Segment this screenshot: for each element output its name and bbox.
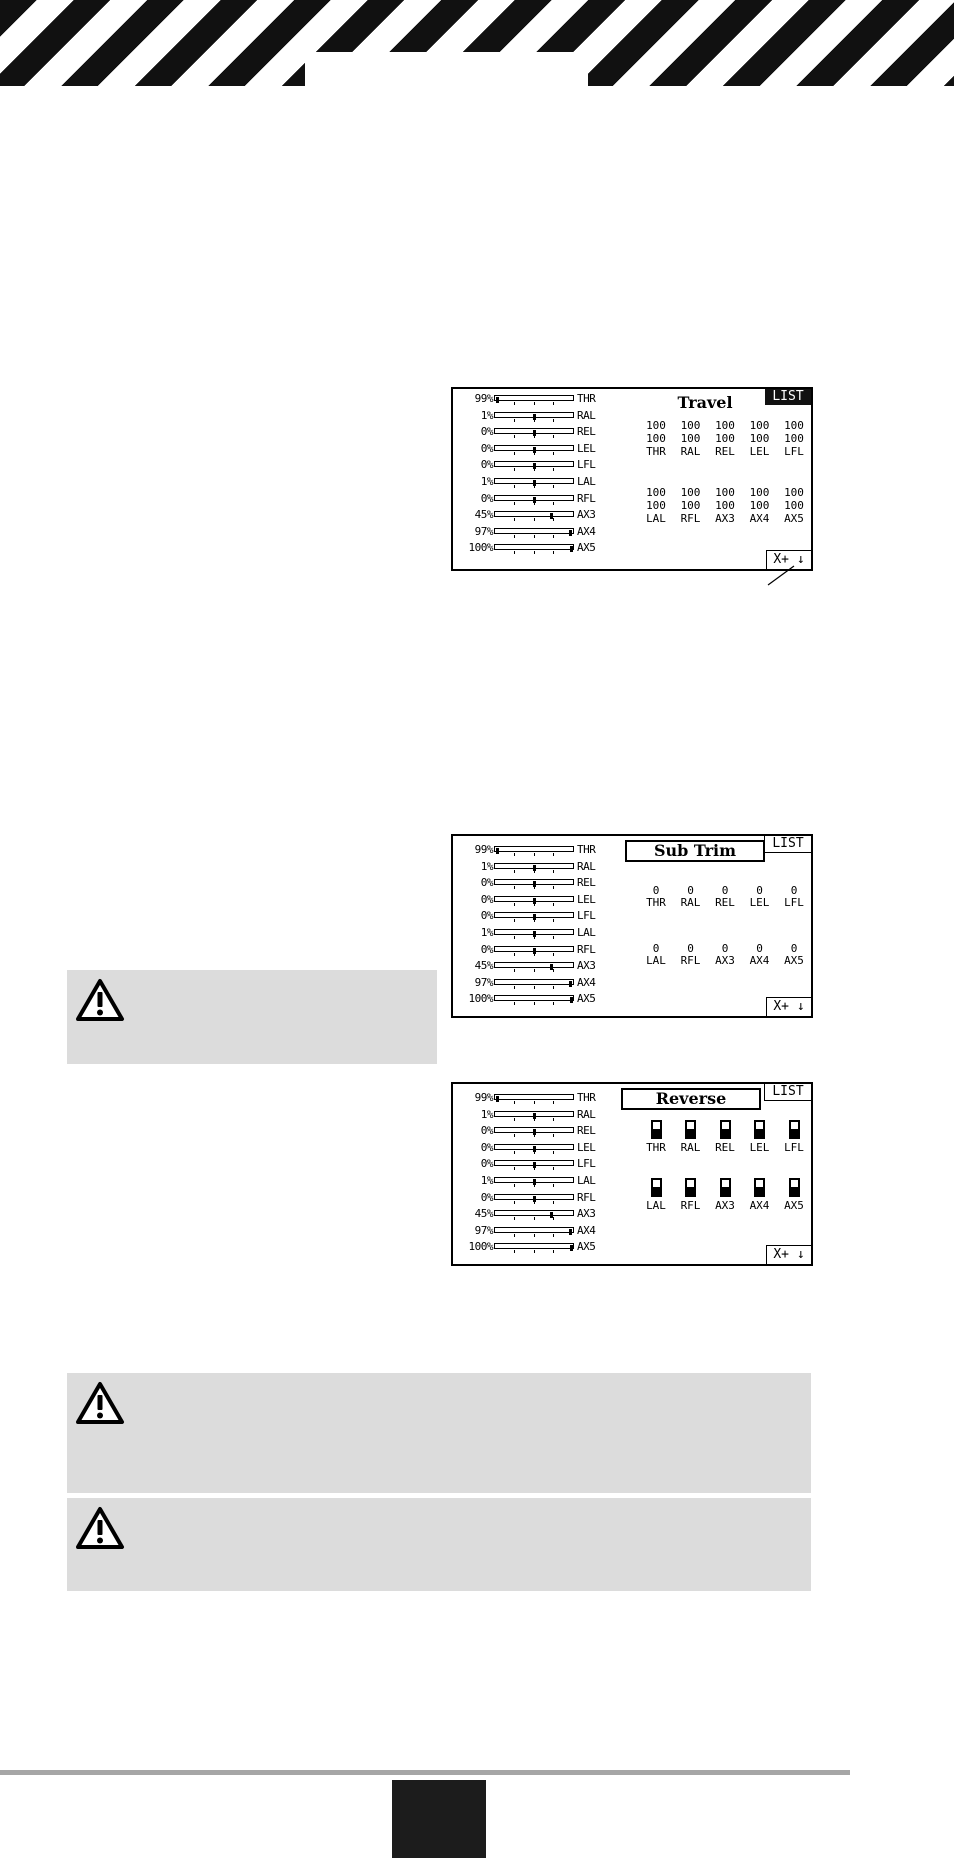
travel-value[interactable]: 100 — [715, 486, 735, 499]
subtrim-value[interactable]: 0 — [721, 942, 729, 955]
travel-values — [453, 389, 811, 569]
channel-label: AX4 — [749, 512, 770, 525]
reverse-switch[interactable] — [754, 1120, 765, 1139]
reverse-switch-fill — [687, 1129, 694, 1137]
reverse-switch[interactable] — [789, 1120, 800, 1139]
subtrim-value[interactable]: 0 — [756, 884, 763, 897]
travel-value[interactable]: 100 — [749, 486, 770, 499]
reverse-switch-fill — [722, 1187, 729, 1195]
reverse-switch-fill — [756, 1187, 763, 1195]
channel-percent: 97% — [474, 975, 493, 989]
channel-label: THR — [646, 896, 666, 909]
subtrim-screen — [451, 834, 813, 1018]
channel-label: REL — [715, 1141, 735, 1154]
header-stripe-gap — [305, 52, 588, 88]
channel-percent: 0% — [480, 1157, 493, 1171]
screen-title: Travel — [677, 393, 733, 412]
channel-name: REL — [577, 425, 596, 439]
channel-name: REL — [577, 876, 596, 890]
reverse-switch-fill — [722, 1129, 729, 1137]
next-page-button[interactable]: X+ ↓ — [766, 1245, 811, 1264]
channel-label: AX5 — [784, 1199, 804, 1212]
channel-label: THR — [646, 1141, 666, 1154]
travel-value[interactable]: 100 — [680, 419, 701, 432]
channel-name: AX5 — [577, 992, 596, 1006]
channel-label: LAL — [646, 954, 666, 967]
header-stripe-base — [0, 86, 954, 90]
channel-label: RFL — [680, 1199, 701, 1212]
travel-value[interactable]: 100 — [646, 486, 666, 499]
channel-percent: 99% — [474, 843, 493, 856]
subtrim-value[interactable]: 0 — [652, 884, 660, 897]
reverse-switch-fill — [653, 1187, 660, 1195]
channel-name: AX5 — [577, 541, 596, 555]
channel-percent: 0% — [480, 942, 493, 956]
footer-rule — [0, 1770, 850, 1775]
channel-label: AX3 — [715, 954, 735, 967]
reverse-switch[interactable] — [685, 1120, 696, 1139]
channel-label: AX5 — [784, 512, 804, 525]
channel-percent: 1% — [480, 926, 493, 939]
channel-label: LFL — [784, 896, 804, 909]
next-page-button[interactable]: X+ ↓ — [766, 550, 811, 569]
channel-percent: 0% — [480, 892, 493, 906]
travel-screen — [451, 387, 813, 571]
channel-name: AX5 — [577, 1240, 596, 1254]
channel-percent: 97% — [474, 1223, 493, 1237]
channel-name: RAL — [577, 859, 596, 873]
channel-percent: 0% — [480, 909, 493, 923]
next-page-button[interactable]: X+ ↓ — [766, 997, 811, 1016]
channel-name: RAL — [577, 1107, 596, 1121]
channel-percent: 0% — [480, 458, 493, 472]
channel-label: RFL — [680, 512, 701, 525]
list-button[interactable]: LIST — [764, 1084, 811, 1101]
channel-label: LFL — [784, 445, 804, 458]
subtrim-value[interactable]: 0 — [687, 884, 694, 897]
channel-name: AX4 — [577, 975, 596, 989]
channel-percent: 100% — [468, 541, 493, 555]
subtrim-value[interactable]: 0 — [652, 942, 660, 955]
caution-callout — [67, 1373, 811, 1493]
travel-value[interactable]: 100 — [715, 419, 735, 432]
channel-name: LEL — [577, 1140, 596, 1154]
channel-label: REL — [715, 896, 735, 909]
travel-value[interactable]: 100 — [646, 419, 666, 432]
channel-percent: 0% — [480, 491, 493, 505]
caution-callout — [67, 970, 437, 1064]
channel-name: LEL — [577, 892, 596, 906]
channel-percent: 0% — [480, 441, 493, 455]
subtrim-value[interactable]: 0 — [721, 884, 729, 897]
channel-percent: 0% — [480, 1190, 493, 1204]
channel-percent: 99% — [474, 392, 493, 405]
travel-value[interactable]: 100 — [646, 499, 666, 512]
reverse-switch[interactable] — [754, 1178, 765, 1197]
channel-name: LAL — [577, 926, 596, 939]
channel-name: LAL — [577, 1174, 596, 1187]
list-button[interactable]: LIST — [765, 389, 811, 405]
channel-label: RFL — [680, 954, 701, 967]
subtrim-values — [453, 836, 811, 1016]
travel-value[interactable]: 100 — [784, 419, 804, 432]
reverse-switch[interactable] — [720, 1178, 731, 1197]
travel-value[interactable]: 100 — [784, 499, 804, 512]
callout-pointer — [766, 565, 796, 587]
channel-percent: 0% — [480, 876, 493, 890]
reverse-switch-fill — [687, 1187, 694, 1195]
reverse-screen — [451, 1082, 813, 1266]
channel-name: RAL — [577, 408, 596, 422]
channel-name: LEL — [577, 441, 596, 455]
subtrim-value[interactable]: 0 — [687, 942, 694, 955]
travel-value[interactable]: 100 — [749, 419, 770, 432]
warning-triangle-icon — [75, 1506, 125, 1550]
channel-label: THR — [646, 445, 666, 458]
reverse-switch-fill — [653, 1129, 660, 1137]
channel-label: LAL — [646, 512, 666, 525]
page-number-tab — [392, 1780, 486, 1858]
channel-label: AX3 — [715, 1199, 735, 1212]
channel-percent: 0% — [480, 425, 493, 439]
channel-name: THR — [577, 392, 596, 405]
travel-value[interactable]: 100 — [680, 432, 701, 445]
channel-name: THR — [577, 1091, 596, 1104]
list-button[interactable]: LIST — [764, 836, 811, 853]
channel-name: RFL — [577, 1190, 596, 1204]
travel-value[interactable]: 100 — [749, 499, 770, 512]
channel-label: RAL — [680, 896, 701, 909]
screen-title: Sub Trim — [625, 840, 765, 862]
channel-name: REL — [577, 1124, 596, 1138]
reverse-switch-fill — [791, 1129, 798, 1137]
channel-percent: 100% — [468, 1240, 493, 1254]
channel-label: LEL — [749, 896, 770, 909]
reverse-switch[interactable] — [651, 1120, 662, 1139]
channel-percent: 100% — [468, 992, 493, 1006]
channel-percent: 45% — [474, 959, 493, 973]
channel-label: LAL — [646, 1199, 666, 1212]
travel-value[interactable]: 100 — [784, 432, 804, 445]
reverse-switch-fill — [756, 1129, 763, 1137]
channel-label: LEL — [749, 1141, 770, 1154]
channel-name: LAL — [577, 475, 596, 488]
travel-value[interactable]: 100 — [715, 499, 735, 512]
channel-label: RAL — [680, 445, 701, 458]
reverse-switch[interactable] — [685, 1178, 696, 1197]
channel-name: LFL — [577, 909, 596, 923]
channel-percent: 0% — [480, 1124, 493, 1138]
channel-label: LEL — [749, 445, 770, 458]
channel-name: RFL — [577, 942, 596, 956]
screen-title: Reverse — [621, 1088, 761, 1110]
channel-label: AX4 — [749, 1199, 770, 1212]
channel-name: AX4 — [577, 524, 596, 538]
travel-value[interactable]: 100 — [784, 486, 804, 499]
channel-percent: 45% — [474, 1207, 493, 1221]
channel-percent: 97% — [474, 524, 493, 538]
reverse-switches — [453, 1084, 811, 1264]
channel-percent: 99% — [474, 1091, 493, 1104]
warning-triangle-icon — [75, 1381, 125, 1425]
reverse-switch[interactable] — [789, 1178, 800, 1197]
channel-percent: 1% — [480, 475, 493, 488]
channel-label: RAL — [680, 1141, 701, 1154]
channel-name: LFL — [577, 458, 596, 472]
channel-percent: 1% — [480, 1174, 493, 1187]
channel-percent: 1% — [480, 859, 493, 873]
channel-name: THR — [577, 843, 596, 856]
channel-name: AX3 — [577, 959, 596, 973]
channel-name: AX3 — [577, 1207, 596, 1221]
channel-label: REL — [715, 445, 735, 458]
channel-percent: 0% — [480, 1140, 493, 1154]
travel-value[interactable]: 100 — [715, 432, 735, 445]
subtrim-value[interactable]: 0 — [756, 942, 763, 955]
channel-name: RFL — [577, 491, 596, 505]
reverse-switch-fill — [791, 1187, 798, 1195]
channel-name: AX4 — [577, 1223, 596, 1237]
channel-percent: 1% — [480, 1107, 493, 1121]
channel-label: AX3 — [715, 512, 735, 525]
channel-name: AX3 — [577, 508, 596, 522]
caution-callout — [67, 1498, 811, 1591]
channel-label: LFL — [784, 1141, 804, 1154]
travel-value[interactable]: 100 — [749, 432, 770, 445]
channel-percent: 45% — [474, 508, 493, 522]
subtrim-value[interactable]: 0 — [790, 884, 798, 897]
channel-label: AX4 — [749, 954, 770, 967]
travel-value[interactable]: 100 — [680, 486, 701, 499]
subtrim-value[interactable]: 0 — [790, 942, 798, 955]
channel-percent: 1% — [480, 408, 493, 422]
channel-label: AX5 — [784, 954, 804, 967]
channel-name: LFL — [577, 1157, 596, 1171]
warning-triangle-icon — [75, 978, 125, 1022]
travel-value[interactable]: 100 — [680, 499, 701, 512]
travel-value[interactable]: 100 — [646, 432, 666, 445]
reverse-switch[interactable] — [720, 1120, 731, 1139]
reverse-switch[interactable] — [651, 1178, 662, 1197]
